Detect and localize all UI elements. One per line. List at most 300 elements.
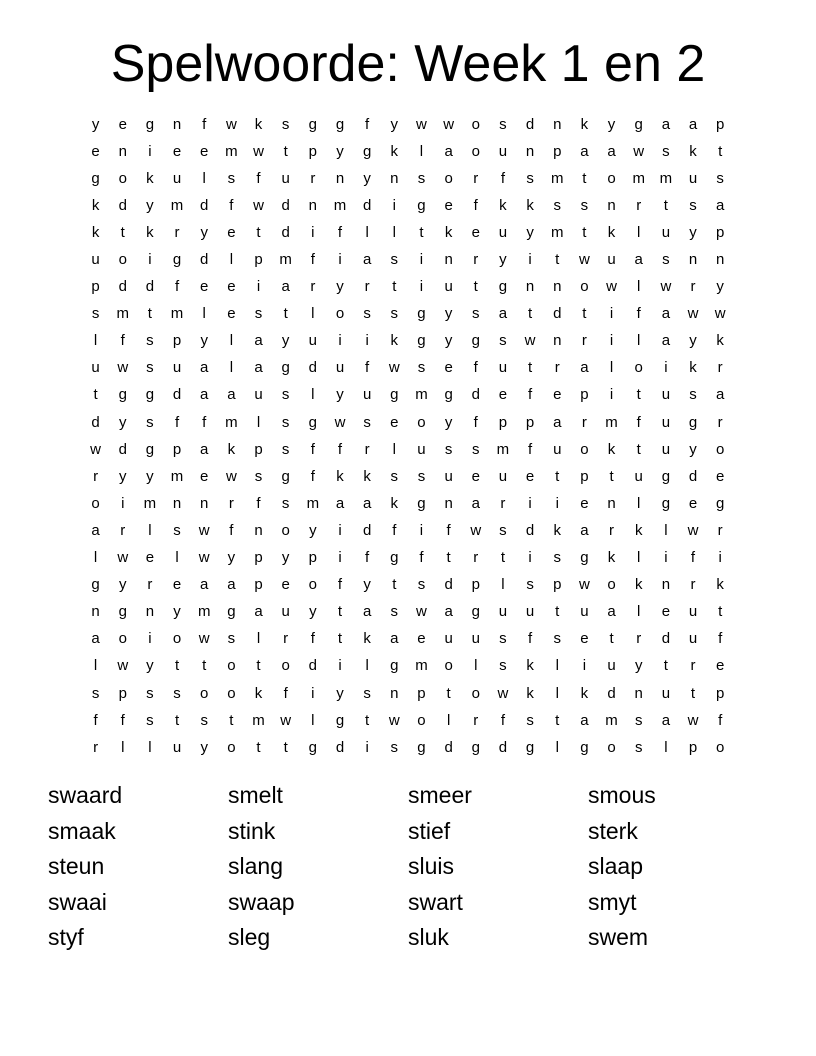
- grid-letter: p: [525, 413, 535, 431]
- grid-letter: i: [338, 251, 342, 269]
- grid-letter: d: [525, 115, 535, 133]
- grid-letter: a: [580, 359, 589, 377]
- grid-letter: o: [607, 738, 616, 756]
- grid-letter: g: [444, 386, 453, 404]
- grid-letter: w: [117, 657, 129, 675]
- grid-letter: i: [419, 521, 424, 539]
- grid-letter: f: [718, 711, 723, 729]
- grid-letter: f: [527, 440, 533, 458]
- grid-letter: u: [661, 386, 671, 404]
- grid-letter: l: [311, 386, 315, 404]
- grid-letter: a: [444, 603, 453, 621]
- grid-letter: f: [337, 576, 343, 594]
- word-list: [48, 778, 768, 956]
- grid-letter: s: [580, 196, 589, 214]
- grid-letter: s: [363, 684, 371, 702]
- grid-letter: d: [661, 630, 671, 648]
- grid-letter: m: [605, 711, 618, 729]
- grid-letter: g: [145, 115, 155, 133]
- grid-letter: t: [555, 711, 560, 729]
- grid-letter: a: [362, 251, 372, 269]
- grid-letter: w: [687, 711, 699, 729]
- grid-letter: f: [256, 169, 261, 187]
- grid-letter: f: [283, 684, 288, 702]
- grid-letter: o: [227, 657, 236, 675]
- grid-letter: g: [281, 467, 290, 485]
- grid-letter: i: [311, 684, 315, 702]
- grid-letter: y: [716, 278, 724, 296]
- grid-letter: a: [254, 332, 263, 350]
- grid-letter: u: [444, 467, 453, 485]
- grid-letter: g: [145, 386, 155, 404]
- grid-letter: f: [256, 494, 261, 512]
- grid-letter: m: [659, 169, 673, 187]
- grid-letter: s: [146, 332, 154, 350]
- grid-letter: r: [636, 630, 642, 648]
- grid-letter: k: [91, 223, 100, 241]
- grid-letter: g: [471, 738, 480, 756]
- grid-row: [82, 545, 734, 572]
- grid-letter: d: [335, 738, 345, 756]
- grid-letter: w: [280, 711, 292, 729]
- grid-letter: s: [526, 169, 534, 187]
- grid-letter: o: [580, 440, 589, 458]
- grid-letter: t: [174, 711, 180, 729]
- grid-letter: l: [365, 657, 369, 675]
- grid-letter: e: [553, 386, 562, 404]
- grid-letter: i: [365, 738, 369, 756]
- grid-row: [82, 165, 734, 192]
- grid-letter: i: [555, 494, 559, 512]
- grid-letter: o: [716, 440, 725, 458]
- grid-letter: p: [580, 467, 589, 485]
- grid-letter: t: [690, 684, 696, 702]
- grid-letter: e: [688, 494, 698, 512]
- grid-letter: o: [444, 657, 453, 675]
- grid-row: [82, 409, 734, 436]
- grid-letter: e: [444, 359, 453, 377]
- grid-letter: k: [146, 223, 154, 241]
- grid-letter: u: [607, 657, 616, 675]
- grid-letter: w: [198, 549, 210, 567]
- grid-letter: m: [170, 196, 184, 214]
- grid-letter: y: [689, 440, 697, 458]
- grid-letter: r: [147, 576, 153, 594]
- grid-letter: m: [225, 142, 238, 160]
- grid-letter: e: [172, 142, 182, 160]
- grid-letter: a: [661, 305, 671, 323]
- grid-letter: f: [473, 359, 478, 377]
- grid-letter: u: [172, 738, 182, 756]
- grid-letter: i: [528, 549, 532, 567]
- grid-letter: a: [580, 142, 589, 160]
- grid-letter: e: [281, 576, 290, 594]
- grid-letter: s: [689, 386, 697, 404]
- grid-letter: y: [689, 332, 697, 350]
- grid-letter: d: [118, 196, 127, 214]
- grid-letter: p: [688, 738, 698, 756]
- grid-letter: u: [172, 169, 182, 187]
- grid-letter: g: [525, 738, 535, 756]
- grid-letter: a: [200, 359, 209, 377]
- grid-letter: p: [172, 332, 182, 350]
- grid-row: [82, 517, 734, 544]
- grid-letter: u: [498, 467, 508, 485]
- grid-letter: e: [227, 305, 236, 323]
- grid-letter: g: [417, 332, 426, 350]
- grid-row: [82, 490, 734, 517]
- grid-letter: f: [500, 169, 505, 187]
- word-list-item: sterk: [588, 817, 638, 844]
- grid-letter: a: [716, 386, 725, 404]
- grid-letter: s: [254, 467, 263, 485]
- grid-letter: y: [336, 684, 344, 702]
- grid-letter: l: [229, 332, 234, 350]
- grid-letter: t: [446, 549, 451, 567]
- grid-letter: y: [526, 223, 534, 241]
- grid-letter: s: [499, 630, 507, 648]
- grid-letter: l: [256, 413, 261, 431]
- grid-letter: g: [580, 549, 589, 567]
- grid-letter: s: [281, 440, 290, 458]
- grid-letter: t: [120, 223, 125, 241]
- grid-letter: f: [527, 386, 533, 404]
- grid-letter: w: [117, 549, 129, 567]
- grid-letter: p: [91, 278, 100, 296]
- grid-letter: r: [93, 738, 99, 756]
- grid-letter: g: [118, 386, 127, 404]
- grid-letter: w: [660, 278, 672, 296]
- grid-letter: t: [446, 684, 451, 702]
- grid-letter: y: [118, 413, 127, 431]
- grid-letter: e: [390, 413, 399, 431]
- grid-letter: e: [227, 278, 236, 296]
- grid-letter: t: [555, 467, 560, 485]
- grid-letter: l: [311, 711, 315, 729]
- grid-letter: e: [498, 386, 508, 404]
- grid-letter: s: [634, 711, 643, 729]
- grid-letter: f: [337, 440, 343, 458]
- grid-letter: g: [335, 115, 345, 133]
- grid-letter: r: [690, 278, 696, 296]
- grid-letter: g: [498, 278, 508, 296]
- grid-letter: s: [390, 251, 399, 269]
- grid-letter: d: [91, 413, 100, 431]
- grid-letter: t: [229, 711, 234, 729]
- grid-letter: m: [415, 386, 428, 404]
- grid-letter: e: [471, 467, 480, 485]
- grid-letter: a: [362, 494, 372, 512]
- grid-letter: g: [688, 413, 698, 431]
- grid-letter: k: [580, 684, 589, 702]
- grid-letter: d: [118, 278, 127, 296]
- grid-letter: r: [473, 711, 479, 729]
- grid-letter: m: [252, 711, 265, 729]
- grid-letter: r: [690, 657, 696, 675]
- grid-letter: l: [501, 576, 505, 594]
- grid-letter: f: [446, 521, 451, 539]
- grid-letter: a: [362, 603, 372, 621]
- grid-letter: s: [254, 305, 263, 323]
- grid-letter: r: [636, 196, 642, 214]
- grid-letter: o: [172, 630, 182, 648]
- grid-letter: s: [173, 684, 181, 702]
- grid-letter: n: [607, 494, 616, 512]
- word-list-item: slaap: [588, 853, 643, 879]
- grid-letter: w: [443, 115, 455, 133]
- grid-letter: g: [390, 657, 399, 675]
- grid-letter: t: [527, 305, 533, 323]
- grid-letter: y: [689, 223, 697, 241]
- grid-letter: w: [497, 684, 509, 702]
- grid-letter: g: [227, 603, 236, 621]
- grid-letter: s: [363, 305, 371, 323]
- grid-letter: k: [607, 549, 616, 567]
- grid-letter: s: [146, 413, 154, 431]
- grid-row: [82, 680, 734, 707]
- grid-letter: a: [444, 142, 453, 160]
- grid-letter: t: [500, 549, 505, 567]
- grid-letter: k: [689, 142, 697, 160]
- grid-letter: g: [390, 386, 399, 404]
- grid-letter: k: [580, 115, 589, 133]
- grid-letter: a: [661, 332, 671, 350]
- grid-letter: d: [200, 196, 209, 214]
- grid-letter: r: [717, 413, 723, 431]
- grid-letter: r: [717, 359, 723, 377]
- grid-letter: e: [227, 223, 236, 241]
- grid-letter: p: [553, 576, 562, 594]
- grid-letter: d: [118, 440, 127, 458]
- grid-letter: p: [716, 684, 725, 702]
- grid-letter: y: [336, 386, 344, 404]
- grid-letter: s: [146, 684, 154, 702]
- grid-letter: l: [637, 603, 641, 621]
- grid-letter: f: [93, 711, 98, 729]
- grid-letter: n: [525, 142, 535, 160]
- grid-letter: i: [582, 657, 587, 675]
- word-list-item: swaard: [48, 782, 123, 808]
- grid-letter: y: [200, 332, 208, 350]
- grid-letter: i: [419, 278, 424, 296]
- grid-letter: g: [634, 115, 643, 133]
- grid-letter: d: [362, 521, 372, 539]
- grid-letter: p: [254, 549, 263, 567]
- grid-letter: g: [308, 413, 317, 431]
- grid-letter: e: [580, 494, 589, 512]
- word-list-item: smous: [588, 782, 656, 808]
- grid-letter: k: [634, 576, 643, 594]
- grid-letter: y: [390, 115, 399, 133]
- grid-letter: f: [365, 359, 370, 377]
- grid-letter: t: [256, 223, 261, 241]
- word-list-item: steun: [48, 853, 105, 879]
- grid-letter: s: [553, 196, 561, 214]
- grid-letter: s: [363, 413, 371, 431]
- grid-letter: a: [200, 386, 209, 404]
- grid-letter: u: [281, 169, 290, 187]
- grid-letter: r: [473, 169, 479, 187]
- word-list-item: swem: [588, 924, 649, 950]
- grid-row: [82, 463, 734, 490]
- grid-row: [82, 138, 734, 165]
- grid-letter: f: [202, 413, 207, 431]
- grid-letter: l: [93, 332, 98, 350]
- grid-letter: r: [310, 169, 316, 187]
- grid-letter: a: [498, 305, 508, 323]
- grid-letter: k: [526, 684, 534, 702]
- grid-letter: t: [202, 657, 207, 675]
- grid-letter: w: [416, 603, 427, 621]
- grid-letter: f: [337, 223, 343, 241]
- grid-letter: t: [256, 657, 261, 675]
- grid-letter: m: [170, 467, 184, 485]
- grid-letter: k: [363, 467, 371, 485]
- grid-letter: u: [362, 386, 372, 404]
- grid-letter: f: [310, 251, 315, 269]
- word-list-item: sluk: [408, 924, 449, 950]
- grid-letter: m: [170, 305, 184, 323]
- grid-letter: w: [633, 142, 645, 160]
- grid-letter: t: [718, 142, 723, 160]
- grid-letter: u: [607, 251, 616, 269]
- grid-letter: l: [392, 440, 396, 458]
- grid-row: [82, 274, 734, 301]
- grid-letter: y: [336, 278, 344, 296]
- grid-letter: y: [200, 223, 208, 241]
- grid-letter: g: [580, 738, 589, 756]
- grid-letter: s: [526, 576, 534, 594]
- grid-letter: k: [363, 630, 371, 648]
- grid-letter: o: [118, 251, 127, 269]
- grid-letter: l: [365, 223, 369, 241]
- grid-letter: s: [472, 305, 480, 323]
- grid-letter: e: [444, 196, 453, 214]
- grid-letter: a: [580, 711, 589, 729]
- grid-letter: p: [580, 386, 589, 404]
- grid-letter: o: [281, 657, 290, 675]
- grid-letter: s: [390, 738, 399, 756]
- grid-letter: e: [91, 142, 100, 160]
- grid-letter: u: [281, 603, 290, 621]
- grid-letter: y: [227, 549, 236, 567]
- grid-letter: l: [637, 494, 641, 512]
- grid-letter: i: [256, 278, 261, 296]
- grid-letter: e: [661, 603, 671, 621]
- grid-letter: y: [146, 657, 154, 675]
- grid-letter: a: [716, 196, 725, 214]
- grid-letter: f: [174, 278, 180, 296]
- grid-letter: w: [388, 711, 400, 729]
- grid-letter: s: [634, 738, 643, 756]
- grid-letter: r: [120, 521, 126, 539]
- grid-letter: k: [254, 115, 263, 133]
- grid-letter: f: [310, 467, 315, 485]
- grid-letter: t: [582, 169, 587, 187]
- grid-letter: g: [661, 494, 671, 512]
- grid-letter: f: [718, 630, 723, 648]
- grid-letter: o: [308, 576, 317, 594]
- grid-letter: l: [148, 738, 152, 756]
- grid-letter: l: [175, 549, 179, 567]
- grid-letter: o: [335, 305, 345, 323]
- grid-letter: r: [690, 576, 696, 594]
- grid-letter: y: [118, 467, 127, 485]
- grid-letter: t: [582, 305, 587, 323]
- grid-letter: n: [525, 278, 535, 296]
- grid-letter: r: [609, 521, 615, 539]
- grid-letter: p: [471, 576, 480, 594]
- grid-letter: n: [716, 251, 725, 269]
- grid-letter: r: [554, 359, 560, 377]
- grid-letter: i: [148, 630, 152, 648]
- grid-letter: m: [197, 603, 211, 621]
- grid-letter: w: [416, 115, 427, 133]
- grid-letter: n: [553, 332, 562, 350]
- grid-letter: s: [91, 305, 100, 323]
- grid-letter: t: [555, 251, 560, 269]
- grid-letter: l: [637, 223, 641, 241]
- grid-row: [82, 111, 734, 138]
- grid-letter: s: [417, 467, 426, 485]
- grid-letter: k: [634, 521, 643, 539]
- grid-letter: f: [690, 549, 696, 567]
- grid-letter: a: [200, 440, 209, 458]
- grid-letter: a: [227, 386, 236, 404]
- grid-letter: k: [607, 223, 616, 241]
- grid-letter: a: [634, 251, 643, 269]
- grid-letter: s: [227, 169, 236, 187]
- grid-letter: n: [553, 115, 562, 133]
- grid-letter: d: [525, 521, 535, 539]
- grid-letter: u: [580, 603, 589, 621]
- grid-letter: u: [91, 359, 100, 377]
- grid-letter: l: [392, 223, 396, 241]
- grid-letter: l: [637, 278, 641, 296]
- grid-letter: g: [390, 549, 399, 567]
- grid-letter: d: [498, 738, 508, 756]
- grid-letter: f: [392, 521, 397, 539]
- grid-letter: s: [227, 630, 236, 648]
- grid-row: [82, 219, 734, 246]
- grid-letter: i: [664, 549, 668, 567]
- word-list-item: swaai: [48, 888, 107, 915]
- grid-letter: t: [718, 603, 723, 621]
- grid-letter: t: [256, 738, 261, 756]
- grid-letter: u: [634, 467, 643, 485]
- grid-letter: o: [471, 115, 480, 133]
- grid-letter: s: [553, 630, 561, 648]
- grid-letter: l: [609, 359, 614, 377]
- grid-letter: f: [310, 630, 315, 648]
- grid-letter: t: [555, 603, 560, 621]
- grid-letter: o: [91, 494, 100, 512]
- grid-letter: n: [308, 196, 317, 214]
- grid-letter: g: [118, 603, 127, 621]
- grid-letter: i: [148, 251, 152, 269]
- grid-letter: i: [392, 196, 396, 214]
- grid-letter: t: [337, 603, 343, 621]
- grid-letter: n: [335, 169, 345, 187]
- grid-letter: r: [93, 467, 99, 485]
- grid-letter: e: [580, 630, 589, 648]
- grid-letter: s: [390, 603, 399, 621]
- grid-row: [82, 626, 734, 653]
- grid-letter: s: [200, 711, 208, 729]
- grid-letter: r: [581, 332, 587, 350]
- grid-letter: u: [498, 603, 508, 621]
- grid-letter: a: [471, 494, 480, 512]
